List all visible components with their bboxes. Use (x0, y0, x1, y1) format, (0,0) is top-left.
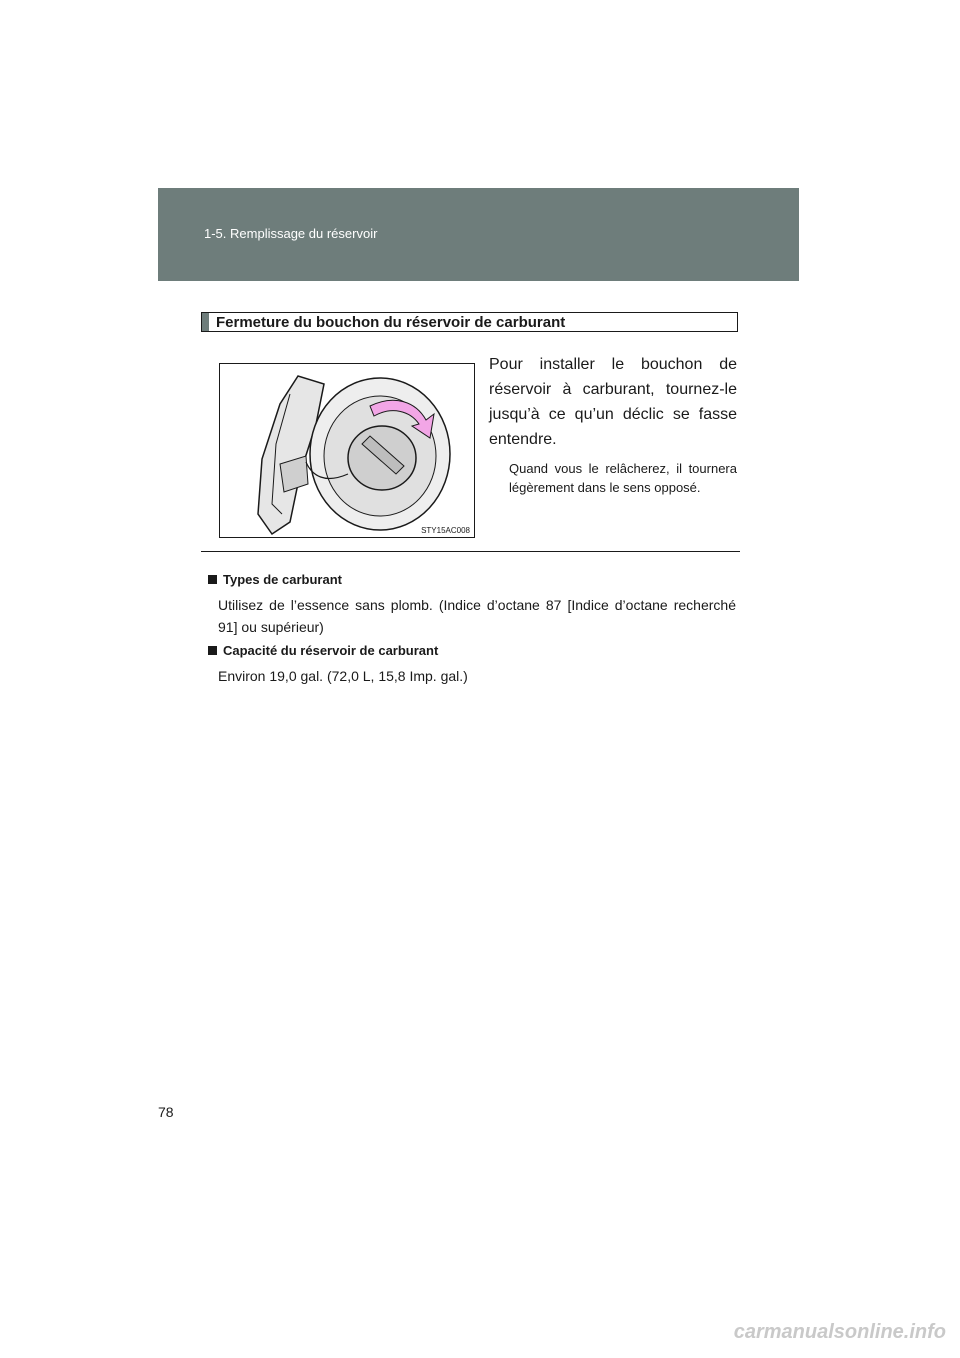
subsection-heading (201, 312, 738, 332)
note-text: Quand vous le relâcherez, il tournera légèrement dans le sens opposé. (509, 461, 737, 495)
tank-capacity-title: Capacité du réservoir de carburant (223, 643, 439, 658)
fuel-type-heading (208, 572, 342, 587)
fuel-type-body: Utilisez de l’essence sans plomb. (Indice d’octane 87 [Indice d’octane recherché 91] ou supérieur) (218, 597, 736, 635)
divider (201, 551, 740, 552)
heading-marker (202, 313, 209, 331)
figure-code: STY15AC008 (421, 526, 470, 535)
fuel-cap-drawing (220, 364, 475, 538)
bullet-square-icon (208, 646, 217, 655)
page-number: 78 (158, 1104, 174, 1120)
tank-capacity-heading (208, 643, 438, 658)
bullet-square-icon (208, 575, 217, 584)
fuel-type-title: Types de carburant (223, 572, 342, 587)
tank-capacity-body: Environ 19,0 gal. (72,0 L, 15,8 Imp. gal.) (218, 668, 468, 684)
instruction-text: Pour installer le bouchon de réservoir à carburant, tournez-le jusqu’à ce qu’un déclic se fasse entendre. (489, 356, 737, 448)
fuel-cap-illustration (219, 363, 475, 538)
header-band (158, 188, 799, 281)
subsection-title: Fermeture du bouchon du réservoir de carburant (216, 314, 566, 331)
watermark: carmanualsonline.info (733, 1321, 946, 1343)
section-label: 1-5. Remplissage du réservoir (204, 226, 378, 241)
